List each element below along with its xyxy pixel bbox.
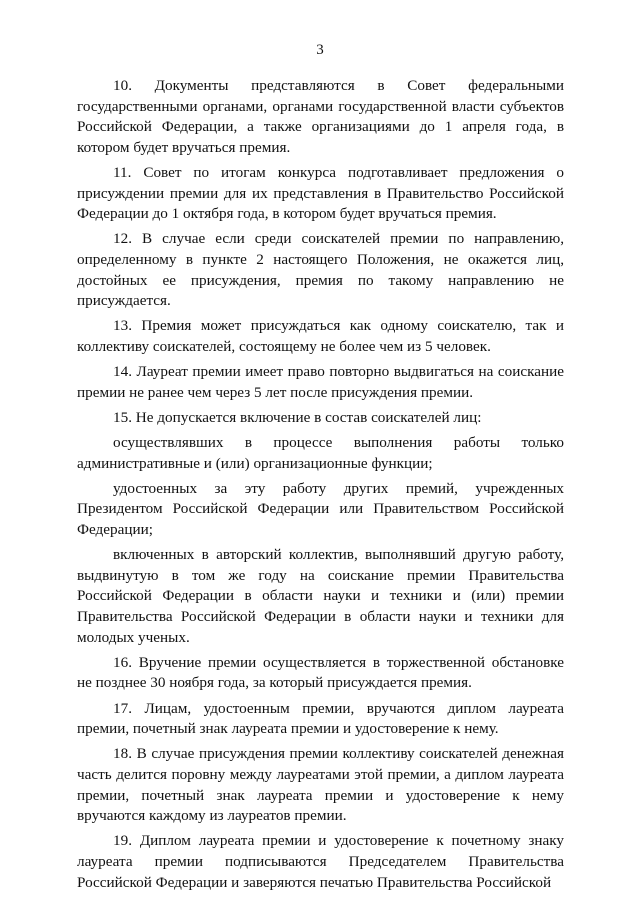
paragraph-15-exclusions: 15. Не допускается включение в состав соискателей лиц: bbox=[113, 408, 482, 426]
list-item-administrative-functions: осуществлявших в процессе выполнения работы только административные и (или) организационные функции; bbox=[77, 434, 564, 472]
paragraph-19-signing: 19. Диплом лауреата премии и удостоверение к почетному знаку лауреата премии подписываются Председателем Правительства Российской Федерации и заверяются печатью Правительства Российской bbox=[77, 832, 564, 891]
page-number: 3 bbox=[316, 42, 324, 58]
body-text bbox=[77, 76, 564, 893]
list-item-other-collective: включенных в авторский коллектив, выполнявший другую работу, выдвинутую в том же году на соискание премии Правительства Российской Федерации в области науки и техники и (или) премии Правительства Российской Федерации в области науки и техники для молодых ученых. bbox=[77, 546, 564, 646]
list-item-other-awards: удостоенных за эту работу других премий, учрежденных Президентом Российской Федерации или Правительством Российской Федерации; bbox=[77, 479, 564, 539]
paragraph-17-diploma-and-badge: 17. Лицам, удостоенным премии, вручаются диплом лауреата премии, почетный знак лауреата премии и удостоверение к нему. bbox=[77, 699, 564, 738]
paragraph-12-no-worthy-candidates: 12. В случае если среди соискателей премии по направлению, определенному в пункте 2 настоящего Положения, не окажется лиц, достойных ее присуждения, премия по такому направлению не присуждается. bbox=[77, 230, 564, 310]
paragraph-13-award-recipients: 13. Премия может присуждаться как одному соискателю, так и коллективу соискателей, состоящему не более чем из 5 человек. bbox=[77, 317, 564, 355]
paragraph-16-award-ceremony: 16. Вручение премии осуществляется в торжественной обстановке не позднее 30 ноября года, за который присуждается премия. bbox=[77, 653, 564, 692]
paragraph-14-repeat-nomination: 14. Лауреат премии имеет право повторно выдвигаться на соискание премии не ранее чем через 5 лет после присуждения премии. bbox=[77, 363, 564, 401]
paragraph-11-council-proposals: 11. Совет по итогам конкурса подготавливает предложения о присуждении премии для их представления в Правительство Российской Федерации до 1 октября года, в котором будет вручаться премия. bbox=[77, 163, 564, 223]
paragraph-10-documents-submission: 10. Документы представляются в Совет федеральными государственными органами, органами государственной власти субъектов Российской Федерации, а также организациями до 1 апреля года, в котором будет вручаться премия. bbox=[77, 77, 564, 156]
paragraph-18-collective-award: 18. В случае присуждения премии коллективу соискателей денежная часть делится поровну между лауреатами этой премии, а диплом лауреата премии, почетный знак лауреата премии и удостоверение к нему вручаются каждому из лауреатов премии. bbox=[77, 745, 564, 825]
